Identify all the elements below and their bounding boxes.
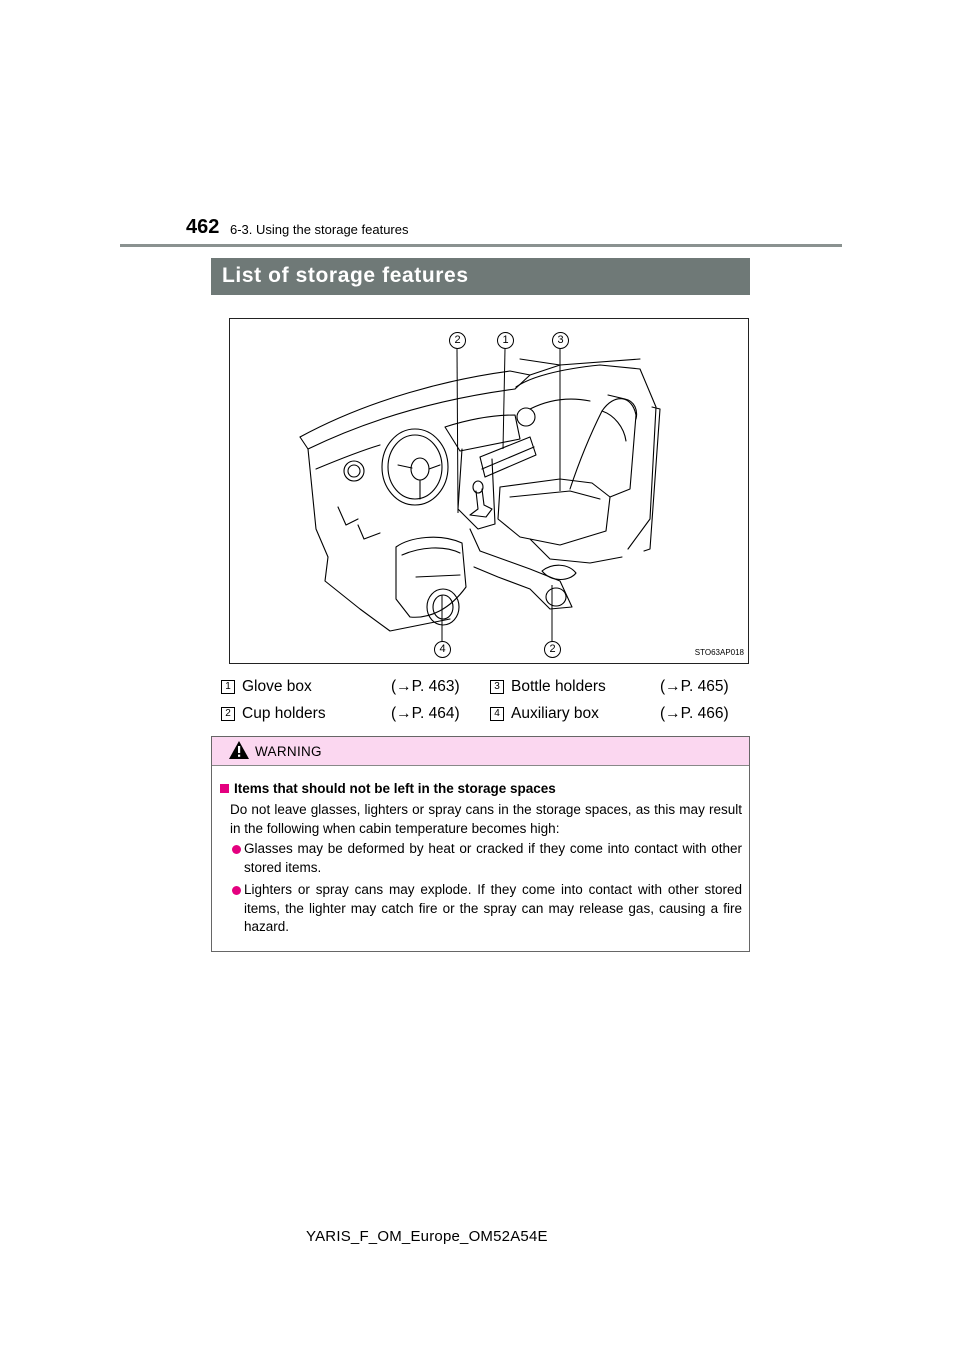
callout-2-bottom: 2 bbox=[544, 641, 561, 658]
callout-1: 1 bbox=[497, 332, 514, 349]
figure-code: STO63AP018 bbox=[694, 648, 744, 657]
callout-3: 3 bbox=[552, 332, 569, 349]
legend-number: 2 bbox=[221, 707, 235, 721]
legend-number: 3 bbox=[490, 680, 504, 694]
bullet-dot-icon bbox=[232, 845, 241, 854]
page-number: 462 bbox=[186, 216, 220, 238]
bullet-dot-icon bbox=[232, 886, 241, 895]
legend-item-cup-holders bbox=[221, 705, 471, 725]
legend-label[interactable]: Cup holders bbox=[242, 705, 326, 722]
legend-label[interactable]: Glove box bbox=[242, 678, 312, 695]
storage-illustration bbox=[229, 318, 749, 664]
legend-label[interactable]: Auxiliary box bbox=[511, 705, 599, 722]
page-reference-link[interactable]: (→P. 465) bbox=[660, 678, 729, 695]
page-reference-link[interactable]: (→P. 464) bbox=[391, 705, 460, 722]
legend-item-auxiliary-box bbox=[490, 705, 750, 725]
footer-doc-id: YARIS_F_OM_Europe_OM52A54E bbox=[306, 1228, 548, 1245]
warning-bullet-2: Lighters or spray cans may explode. If they come into contact with other stored items, the lighter may catch fire or the spray can may release gas, causing a fire hazard. bbox=[244, 882, 742, 934]
page-reference-link[interactable]: (→P. 463) bbox=[391, 678, 460, 695]
legend-item-bottle-holders bbox=[490, 678, 750, 698]
legend-number: 4 bbox=[490, 707, 504, 721]
warning-label: WARNING bbox=[255, 744, 322, 759]
page-reference-link[interactable]: (→P. 466) bbox=[660, 705, 729, 722]
warning-triangle-icon bbox=[228, 740, 250, 760]
legend-number: 1 bbox=[221, 680, 235, 694]
header-rule bbox=[120, 244, 842, 247]
callout-4: 4 bbox=[434, 641, 451, 658]
warning-header bbox=[212, 737, 749, 766]
callout-2-top: 2 bbox=[449, 332, 466, 349]
page-title: List of storage features bbox=[222, 264, 469, 287]
legend-label[interactable]: Bottle holders bbox=[511, 678, 606, 695]
warning-bullet-1: Glasses may be deformed by heat or cracked if they come into contact with other stored items. bbox=[244, 841, 742, 875]
title-band bbox=[211, 258, 750, 295]
warning-heading bbox=[220, 781, 556, 796]
warning-intro: Do not leave glasses, lighters or spray cans in the storage spaces, as this may result in the following when cabin temperature becomes high: bbox=[230, 802, 742, 836]
pink-square-icon bbox=[220, 784, 229, 793]
section-header: 6-3. Using the storage features bbox=[230, 222, 409, 237]
legend-item-glove-box bbox=[221, 678, 471, 698]
warning-heading-text: Items that should not be left in the storage spaces bbox=[234, 781, 556, 796]
warning-box bbox=[211, 736, 750, 952]
callout-leader-lines bbox=[230, 319, 750, 665]
